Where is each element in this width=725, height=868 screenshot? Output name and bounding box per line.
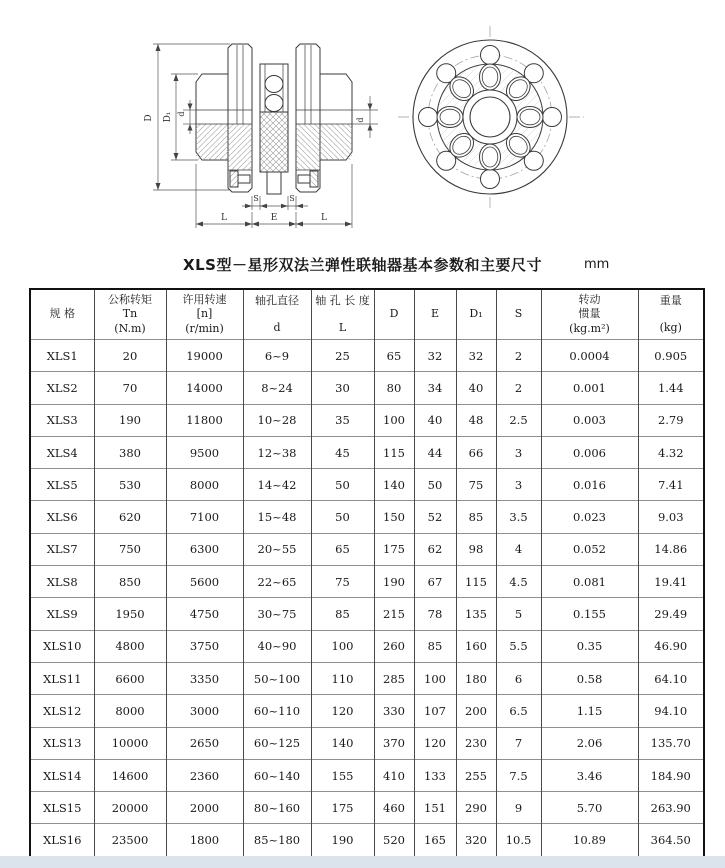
table-cell: 50~100 [243, 662, 311, 694]
table-cell: 0.35 [541, 630, 638, 662]
table-cell: 100 [374, 404, 414, 436]
column-header: S [496, 290, 541, 340]
table-cell: 7100 [166, 501, 243, 533]
table-cell: 320 [456, 824, 496, 856]
table-cell: 75 [311, 566, 374, 598]
dim-label-d-left: d [177, 111, 186, 117]
table-cell: 48 [456, 404, 496, 436]
table-cell: 19000 [166, 340, 243, 372]
table-row [31, 404, 703, 436]
spec-name: XLS15 [31, 792, 94, 824]
table-cell: 80~160 [243, 792, 311, 824]
table-cell: 530 [94, 469, 166, 501]
table-cell: 67 [414, 566, 456, 598]
table-cell: 4.5 [496, 566, 541, 598]
table-row [31, 792, 703, 824]
table-row [31, 824, 703, 856]
table-cell: 25 [311, 340, 374, 372]
table-row [31, 501, 703, 533]
spec-name: XLS7 [31, 533, 94, 565]
table-cell: 520 [374, 824, 414, 856]
table-cell: 175 [374, 533, 414, 565]
table-cell: 3750 [166, 630, 243, 662]
table-cell: 75 [456, 469, 496, 501]
table-cell: 9 [496, 792, 541, 824]
table-cell: 3 [496, 436, 541, 468]
table-cell: 200 [456, 695, 496, 727]
table-row [31, 469, 703, 501]
dim-label-L-left: L [221, 213, 227, 223]
table-cell: 107 [414, 695, 456, 727]
table-cell: 290 [456, 792, 496, 824]
table-cell: 0.001 [541, 372, 638, 404]
table-cell: 4.32 [638, 436, 703, 468]
table-cell: 3.46 [541, 759, 638, 791]
table-row [31, 759, 703, 791]
spec-name: XLS12 [31, 695, 94, 727]
table-cell: 115 [456, 566, 496, 598]
spec-name: XLS4 [31, 436, 94, 468]
table-cell: 3000 [166, 695, 243, 727]
table-cell: 62 [414, 533, 456, 565]
table-cell: 60~110 [243, 695, 311, 727]
footer-strip [0, 856, 725, 868]
table-cell: 1.44 [638, 372, 703, 404]
table-cell: 140 [311, 727, 374, 759]
table-row [31, 695, 703, 727]
table-cell: 20000 [94, 792, 166, 824]
table-cell: 1.15 [541, 695, 638, 727]
table-cell: 80 [374, 372, 414, 404]
column-header: D₁ [456, 290, 496, 340]
table-cell: 364.50 [638, 824, 703, 856]
table-cell: 85 [456, 501, 496, 533]
column-header: 规 格 [49, 307, 75, 321]
table-cell: 44 [414, 436, 456, 468]
table-cell: 94.10 [638, 695, 703, 727]
table-cell: 10000 [94, 727, 166, 759]
spec-name: XLS9 [31, 598, 94, 630]
table-cell: 120 [414, 727, 456, 759]
table-cell: 20~55 [243, 533, 311, 565]
column-header: 轴 孔 长 度 L [311, 290, 374, 340]
table-cell: 380 [94, 436, 166, 468]
table-cell: 0.58 [541, 662, 638, 694]
table-cell: 133 [414, 759, 456, 791]
title-row [0, 254, 725, 278]
table-cell: 52 [414, 501, 456, 533]
table-cell: 2000 [166, 792, 243, 824]
table-cell: 1800 [166, 824, 243, 856]
table-row [31, 662, 703, 694]
table-cell: 0.006 [541, 436, 638, 468]
table-cell: 330 [374, 695, 414, 727]
table-cell: 40~90 [243, 630, 311, 662]
table-cell: 70 [94, 372, 166, 404]
dim-label-S-left: S [253, 194, 259, 203]
table-row [31, 727, 703, 759]
table-cell: 6300 [166, 533, 243, 565]
table-cell: 10.5 [496, 824, 541, 856]
table-cell: 15~48 [243, 501, 311, 533]
table-cell: 66 [456, 436, 496, 468]
dim-label-d-right: d [356, 117, 365, 123]
table-cell: 0.052 [541, 533, 638, 565]
table-cell: 2360 [166, 759, 243, 791]
table-cell: 30~75 [243, 598, 311, 630]
table-cell: 460 [374, 792, 414, 824]
table-cell: 29.49 [638, 598, 703, 630]
table-cell: 4 [496, 533, 541, 565]
table-cell: 60~140 [243, 759, 311, 791]
table-cell: 175 [311, 792, 374, 824]
table-cell: 263.90 [638, 792, 703, 824]
table-row [31, 533, 703, 565]
dim-label-D1: D₁ [163, 111, 173, 123]
table-cell: 2 [496, 340, 541, 372]
dim-label-S-right: S [289, 194, 295, 203]
dim-label-L-right: L [321, 213, 327, 223]
table-cell: 135.70 [638, 727, 703, 759]
table-cell: 3350 [166, 662, 243, 694]
table-cell: 5600 [166, 566, 243, 598]
table-cell: 8000 [166, 469, 243, 501]
table-cell: 4800 [94, 630, 166, 662]
table-cell: 2.06 [541, 727, 638, 759]
table-cell: 100 [311, 630, 374, 662]
table-cell: 50 [311, 469, 374, 501]
drawing-area [0, 0, 725, 250]
front-view [398, 26, 584, 210]
table-cell: 60~125 [243, 727, 311, 759]
table-cell: 3 [496, 469, 541, 501]
table-cell: 32 [414, 340, 456, 372]
table-cell: 110 [311, 662, 374, 694]
section-view [144, 44, 378, 228]
column-header: 转动 惯量 (kg.m²) [541, 290, 638, 340]
table-row [31, 372, 703, 404]
table-cell: 14.86 [638, 533, 703, 565]
table-cell: 8~24 [243, 372, 311, 404]
table-row [31, 566, 703, 598]
table-cell: 7 [496, 727, 541, 759]
table-cell: 78 [414, 598, 456, 630]
table-cell: 100 [414, 662, 456, 694]
spec-name: XLS3 [31, 404, 94, 436]
table-cell: 410 [374, 759, 414, 791]
table-cell: 2650 [166, 727, 243, 759]
table-cell: 0.081 [541, 566, 638, 598]
spec-name: XLS13 [31, 727, 94, 759]
spec-name: XLS16 [31, 824, 94, 856]
table-cell: 10.89 [541, 824, 638, 856]
table-cell: 98 [456, 533, 496, 565]
table-cell: 5.5 [496, 630, 541, 662]
table-cell: 6.5 [496, 695, 541, 727]
table-cell: 190 [311, 824, 374, 856]
table-cell: 2 [496, 372, 541, 404]
table-cell: 50 [311, 501, 374, 533]
table-cell: 22~65 [243, 566, 311, 598]
table-cell: 40 [414, 404, 456, 436]
table-cell: 8000 [94, 695, 166, 727]
table-cell: 64.10 [638, 662, 703, 694]
table-cell: 14600 [94, 759, 166, 791]
column-header: 轴孔直径 d [243, 290, 311, 340]
spec-name: XLS6 [31, 501, 94, 533]
table-cell: 0.905 [638, 340, 703, 372]
column-header: E [414, 290, 456, 340]
spec-name: XLS11 [31, 662, 94, 694]
table-cell: 180 [456, 662, 496, 694]
table-cell: 35 [311, 404, 374, 436]
dim-label-E: E [270, 213, 278, 223]
spec-name: XLS14 [31, 759, 94, 791]
table-cell: 0.0004 [541, 340, 638, 372]
table-cell: 2.5 [496, 404, 541, 436]
spec-table [31, 290, 703, 856]
table-cell: 85 [311, 598, 374, 630]
table-cell: 6600 [94, 662, 166, 694]
table-cell: 7.41 [638, 469, 703, 501]
table-cell: 215 [374, 598, 414, 630]
table-cell: 5.70 [541, 792, 638, 824]
table-cell: 255 [456, 759, 496, 791]
table-cell: 14000 [166, 372, 243, 404]
table-cell: 155 [311, 759, 374, 791]
table-body [31, 340, 703, 856]
dim-label-D: D [144, 114, 154, 122]
page-title: XLS型－星形双法兰弹性联轴器基本参数和主要尺寸 [183, 256, 542, 274]
table-cell: 50 [414, 469, 456, 501]
spec-name: XLS5 [31, 469, 94, 501]
table-cell: 12~38 [243, 436, 311, 468]
table-cell: 135 [456, 598, 496, 630]
table-cell: 370 [374, 727, 414, 759]
table-cell: 65 [374, 340, 414, 372]
technical-drawing [0, 0, 725, 250]
table-cell: 32 [456, 340, 496, 372]
table-cell: 65 [311, 533, 374, 565]
column-header: D [374, 290, 414, 340]
table-cell: 620 [94, 501, 166, 533]
column-header: 重量 (kg) [638, 290, 703, 340]
table-cell: 3.5 [496, 501, 541, 533]
spec-name: XLS1 [31, 340, 94, 372]
table-cell: 160 [456, 630, 496, 662]
table-cell: 85 [414, 630, 456, 662]
table-cell: 46.90 [638, 630, 703, 662]
table-cell: 850 [94, 566, 166, 598]
table-cell: 40 [456, 372, 496, 404]
table-cell: 4750 [166, 598, 243, 630]
table-cell: 0.003 [541, 404, 638, 436]
table-cell: 7.5 [496, 759, 541, 791]
table-cell: 260 [374, 630, 414, 662]
table-cell: 6~9 [243, 340, 311, 372]
spec-table-wrap [29, 288, 705, 858]
table-cell: 285 [374, 662, 414, 694]
table-cell: 85~180 [243, 824, 311, 856]
table-cell: 0.155 [541, 598, 638, 630]
unit-label: mm [584, 257, 610, 272]
table-cell: 0.016 [541, 469, 638, 501]
spec-name: XLS10 [31, 630, 94, 662]
table-cell: 23500 [94, 824, 166, 856]
table-row [31, 436, 703, 468]
table-cell: 14~42 [243, 469, 311, 501]
table-cell: 10~28 [243, 404, 311, 436]
table-head-row [31, 290, 703, 340]
table-cell: 1950 [94, 598, 166, 630]
table-cell: 150 [374, 501, 414, 533]
table-cell: 34 [414, 372, 456, 404]
column-header: 公称转矩 Tn (N.m) [94, 290, 166, 340]
table-cell: 140 [374, 469, 414, 501]
table-cell: 120 [311, 695, 374, 727]
table-cell: 30 [311, 372, 374, 404]
table-cell: 750 [94, 533, 166, 565]
table-row [31, 340, 703, 372]
table-cell: 115 [374, 436, 414, 468]
table-row [31, 598, 703, 630]
column-header: 许用转速 [n] (r/min) [166, 290, 243, 340]
table-cell: 5 [496, 598, 541, 630]
table-cell: 190 [94, 404, 166, 436]
table-cell: 0.023 [541, 501, 638, 533]
table-cell: 6 [496, 662, 541, 694]
table-cell: 11800 [166, 404, 243, 436]
table-cell: 9.03 [638, 501, 703, 533]
table-cell: 9500 [166, 436, 243, 468]
spec-name: XLS8 [31, 566, 94, 598]
table-cell: 19.41 [638, 566, 703, 598]
table-cell: 2.79 [638, 404, 703, 436]
table-cell: 20 [94, 340, 166, 372]
table-cell: 45 [311, 436, 374, 468]
table-cell: 230 [456, 727, 496, 759]
table-cell: 151 [414, 792, 456, 824]
table-cell: 165 [414, 824, 456, 856]
table-cell: 190 [374, 566, 414, 598]
table-cell: 184.90 [638, 759, 703, 791]
table-row [31, 630, 703, 662]
spec-name: XLS2 [31, 372, 94, 404]
